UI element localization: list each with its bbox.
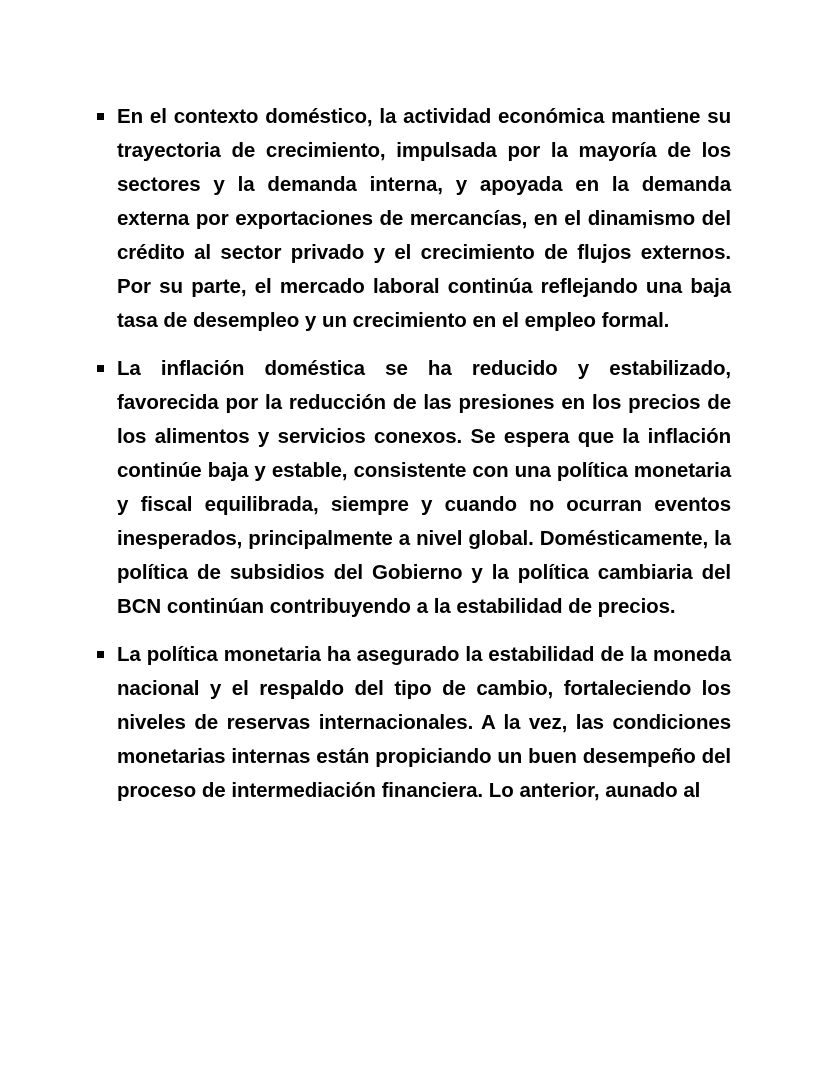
paragraph-text: La inflación doméstica se ha reducido y estabilizado, favorecida por la reducción de las presiones en los precios de los alimentos y servicios conexos. Se espera que la inflación continúe baja y estable, consistente con una política monetaria y fiscal equilibrada, siempre y cuando no ocurran eventos inesperados, principalmente a nivel global. Domésticamente, la política de subsidios del Gobierno y la política cambiaria del BCN continúan contribuyendo a la estabilidad de precios. <box>117 357 731 618</box>
paragraph-text: En el contexto doméstico, la actividad económica mantiene su trayectoria de crecimiento, impulsada por la mayoría de los sectores y la demanda interna, y apoyada en la demanda externa por exportaciones de mercancías, en el dinamismo del crédito al sector privado y el crecimiento de flujos externos. Por su parte, el mercado laboral continúa reflejando una baja tasa de desempleo y un crecimiento en el empleo formal. <box>117 105 731 332</box>
square-bullet-icon <box>97 113 104 120</box>
bullet-paragraph-3 <box>97 638 731 808</box>
square-bullet-icon <box>97 651 104 658</box>
document-body <box>97 100 731 808</box>
bullet-paragraph-1 <box>97 100 731 338</box>
paragraph-text: La política monetaria ha asegurado la estabilidad de la moneda nacional y el respaldo del tipo de cambio, fortaleciendo los niveles de reservas internacionales. A la vez, las condiciones monetarias internas están propiciando un buen desempeño del proceso de intermediación financiera. Lo anterior, aunado al <box>117 643 731 802</box>
bullet-paragraph-2 <box>97 352 731 624</box>
square-bullet-icon <box>97 365 104 372</box>
